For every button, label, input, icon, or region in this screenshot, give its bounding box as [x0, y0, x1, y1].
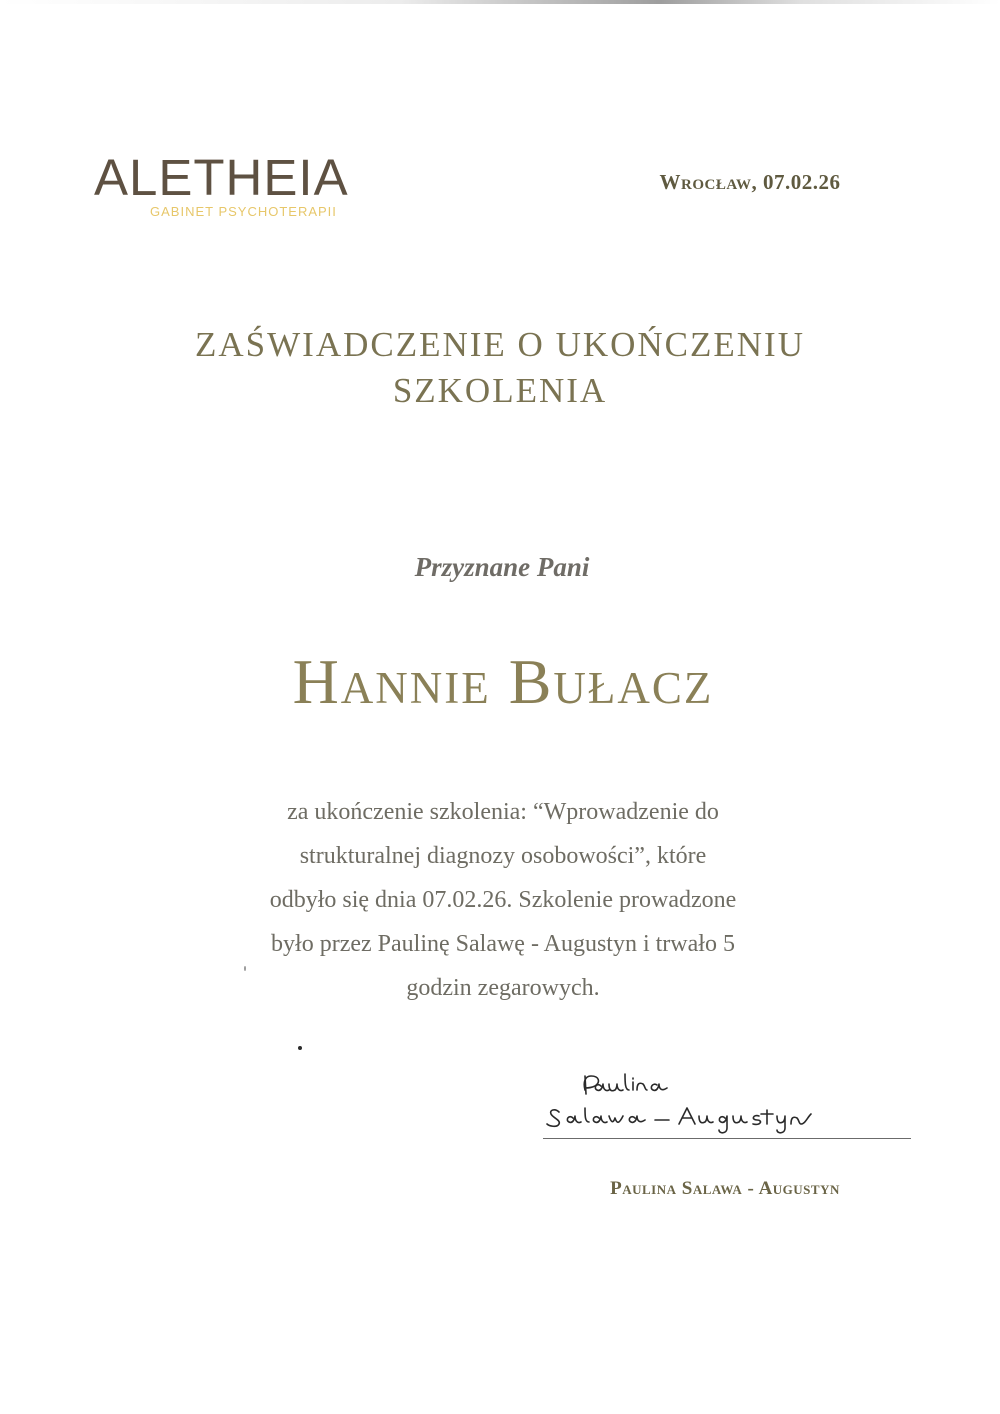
body-line-2: strukturalnej diagnozy osobowości”, które	[299, 843, 707, 869]
certificate-title	[100, 322, 900, 414]
scan-speck	[298, 1046, 302, 1050]
title-line-2: SZKOLENIA	[392, 371, 608, 410]
body-line-4: było przez Paulinę Salawę - Augustyn i trwało 5	[271, 931, 735, 957]
aletheia-logo	[94, 150, 364, 220]
signature-line	[543, 1138, 911, 1139]
body-line-1: za ukończenie szkolenia: “Wprowadzenie do	[287, 799, 719, 825]
recipient-name: Hannie Bułacz	[292, 646, 714, 717]
logo-tagline: GABINET PSYCHOTERAPII	[150, 204, 337, 219]
place-and-date: Wrocław, 07.02.26	[659, 170, 841, 194]
signer-name: Paulina Salawa - Augustyn	[610, 1178, 840, 1199]
scan-speck	[244, 966, 246, 971]
body-line-3: odbyło się dnia 07.02.26. Szkolenie prowadzone	[269, 887, 737, 913]
title-line-1: ZAŚWIADCZENIE O UKOŃCZENIU	[195, 325, 805, 364]
handwritten-signature	[545, 1068, 915, 1142]
awarded-to-label: Przyznane Pani	[414, 552, 590, 582]
certificate-body	[200, 790, 806, 1010]
body-line-5: godzin zegarowych.	[406, 975, 600, 1001]
logo-wordmark: ALETHEIA	[94, 149, 349, 206]
scan-top-edge	[0, 0, 1000, 4]
